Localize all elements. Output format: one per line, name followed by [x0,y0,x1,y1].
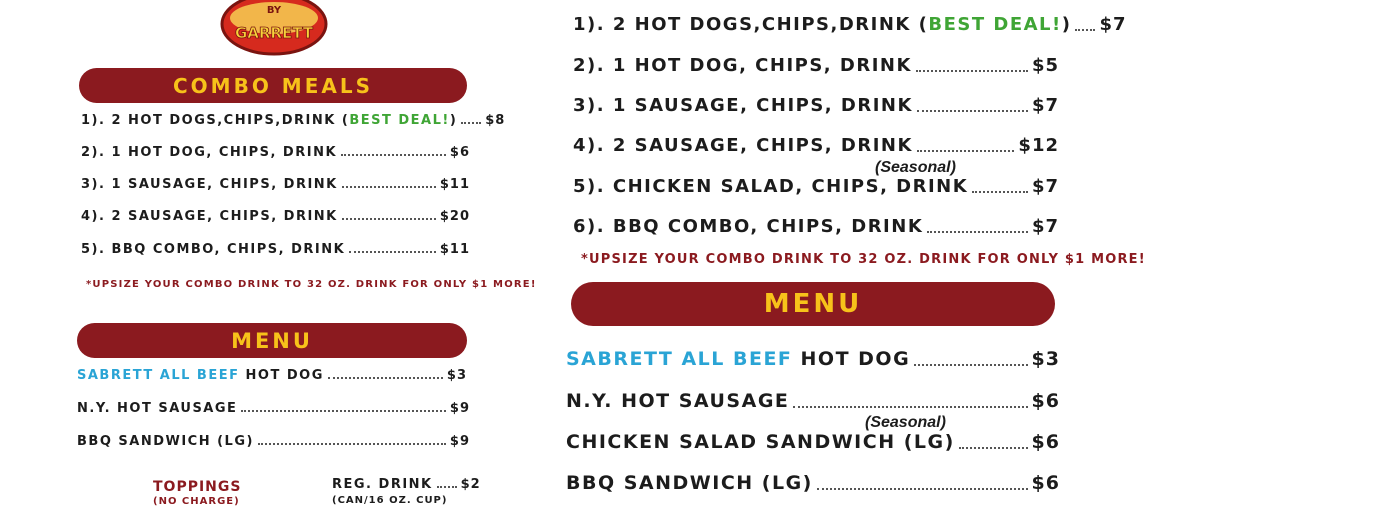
price: $3 [1031,348,1060,370]
list-item: 3). 1 SAUSAGE, CHIPS, DRINK $7 [573,95,1059,116]
menu-title: MENU [763,289,863,319]
right-menu-board [560,0,1400,500]
left-menu-board [0,0,560,507]
list-item: 5). BBQ COMBO, CHIPS, DRINK $11 [81,242,470,257]
list-item: 6). BBQ COMBO, CHIPS, DRINK $7 [573,216,1059,237]
leader-dots [914,364,1027,366]
menu-title: MENU [231,328,313,353]
leader-dots [349,251,436,253]
leader-dots [917,150,1015,152]
toppings-subtitle: (NO CHARGE) [153,496,240,507]
list-item: 2). 1 HOT DOG, CHIPS, DRINK $6 [81,145,470,160]
price: $7 [1031,95,1059,116]
price: $11 [439,242,470,257]
hot-dog-logo [220,0,328,56]
list-item: 1). 2 HOT DOGS,CHIPS,DRINK (BEST DEAL!) $7 [573,14,1127,35]
drink-subtitle: (CAN/16 OZ. CUP) [332,495,448,506]
menu-banner [571,282,1055,326]
leader-dots [437,486,457,488]
leader-dots [258,443,446,445]
price: $5 [1031,55,1059,76]
seasonal-label: (Seasonal) [875,159,956,176]
list-item: 4). 2 SAUSAGE, CHIPS, DRINK $12 [573,135,1059,156]
price: $8 [485,113,506,128]
list-item: CHICKEN SALAD SANDWICH (LG) $6 [566,431,1060,453]
leader-dots [927,231,1028,233]
list-item: N.Y. HOT SAUSAGE $6 [566,390,1060,412]
list-item: SABRETT ALL BEEF HOT DOG $3 [77,368,467,383]
upsize-note: *UPSIZE YOUR COMBO DRINK TO 32 OZ. DRINK FOR ONLY $1 MORE! [86,279,537,290]
leader-dots [972,191,1028,193]
logo-name-text: GARRETT [234,24,314,42]
drink-item: REG. DRINK $2 [332,477,481,492]
price: $11 [439,177,470,192]
price: $6 [449,145,470,160]
price: $6 [1031,390,1060,412]
leader-dots [1075,29,1095,31]
leader-dots [328,377,443,379]
leader-dots [461,122,481,124]
seasonal-label: (Seasonal) [865,414,946,431]
price: $12 [1018,135,1059,156]
list-item: 5). CHICKEN SALAD, CHIPS, DRINK $7 [573,176,1059,197]
leader-dots [342,186,436,188]
list-item: 4). 2 SAUSAGE, CHIPS, DRINK $20 [81,209,470,224]
leader-dots [959,447,1028,449]
price: $7 [1099,14,1127,35]
leader-dots [241,410,445,412]
price: $7 [1031,176,1059,197]
leader-dots [341,154,446,156]
price: $6 [1031,431,1060,453]
leader-dots [817,488,1028,490]
toppings-title: TOPPINGS [153,479,242,495]
list-item: BBQ SANDWICH (LG) $9 [77,434,470,449]
combo-meals-banner [79,68,467,103]
list-item: N.Y. HOT SAUSAGE $9 [77,401,470,416]
price: $20 [439,209,470,224]
price: $2 [460,477,481,492]
list-item: 2). 1 HOT DOG, CHIPS, DRINK $5 [573,55,1059,76]
list-item: 3). 1 SAUSAGE, CHIPS, DRINK $11 [81,177,470,192]
list-item: SABRETT ALL BEEF HOT DOG $3 [566,348,1060,370]
leader-dots [793,406,1027,408]
leader-dots [917,110,1028,112]
price: $7 [1031,216,1059,237]
upsize-note: *UPSIZE YOUR COMBO DRINK TO 32 OZ. DRINK FOR ONLY $1 MORE! [581,252,1146,267]
price: $6 [1031,472,1060,494]
leader-dots [916,70,1028,72]
list-item: 1). 2 HOT DOGS,CHIPS,DRINK (BEST DEAL!) $8 [81,113,506,128]
price: $3 [446,368,467,383]
combo-meals-title: COMBO MEALS [173,73,373,98]
price: $9 [449,434,470,449]
leader-dots [342,218,436,220]
price: $9 [449,401,470,416]
logo-top-text: BY [266,5,282,16]
list-item: BBQ SANDWICH (LG) $6 [566,472,1060,494]
menu-banner [77,323,467,358]
